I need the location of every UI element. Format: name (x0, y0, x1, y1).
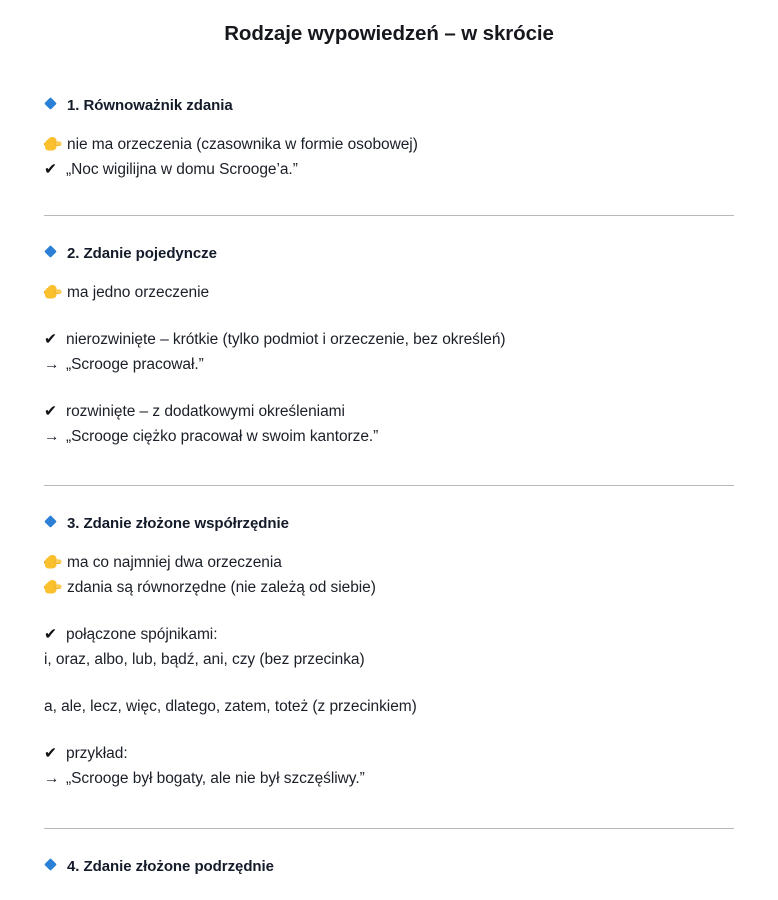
list-item-text: nierozwinięte – krótkie (tylko podmiot i orzeczenie, bez określeń) (66, 331, 506, 348)
section-3-block-4 (44, 741, 734, 791)
list-item-text: ma co najmniej dwa orzeczenia (67, 554, 282, 571)
section-4 (0, 857, 778, 877)
pointing-right-hand-icon (44, 136, 63, 152)
section-2-block-2 (44, 327, 734, 377)
list-item (44, 766, 734, 791)
list-item-text: połączone spójnikami: (66, 626, 218, 643)
section-3 (0, 514, 778, 791)
pointing-right-hand-icon (44, 579, 63, 595)
list-item (44, 647, 734, 672)
section-2-block-1 (44, 280, 734, 305)
blue-diamond-bullet-icon (44, 97, 57, 110)
check-icon: ✔ (44, 331, 57, 348)
arrow-icon: → (44, 356, 60, 373)
section-divider (44, 828, 734, 829)
check-icon: ✔ (44, 403, 57, 420)
section-3-heading (44, 514, 734, 534)
section-divider (44, 485, 734, 486)
check-icon: ✔ (44, 161, 57, 178)
section-4-heading (44, 857, 734, 877)
list-item (44, 399, 734, 424)
pointing-right-hand-icon (44, 554, 63, 570)
conjunctions-with-comma: a, ale, lecz, więc, dlatego, zatem, toteż (z przecinkiem) (44, 698, 417, 715)
list-item (44, 157, 734, 182)
section-1-heading (44, 96, 734, 116)
section-3-block-1 (44, 550, 734, 600)
section-3-block-2 (44, 622, 734, 672)
section-3-heading-label: 3. Zdanie złożone współrzędnie (67, 515, 289, 532)
page-title: Rodzaje wypowiedzeń – w skrócie (224, 22, 554, 45)
list-item (44, 280, 734, 305)
list-item-text: „Scrooge był bogaty, ale nie był szczęśliwy.” (66, 770, 365, 787)
list-item (44, 352, 734, 377)
list-item (44, 741, 734, 766)
list-item (44, 327, 734, 352)
blue-diamond-bullet-icon (44, 858, 57, 871)
list-item (44, 622, 734, 647)
section-2-block-3 (44, 399, 734, 449)
section-2-heading-label: 2. Zdanie pojedyncze (67, 245, 217, 262)
list-item (44, 575, 734, 600)
section-2 (0, 244, 778, 449)
list-item-text: zdania są równorzędne (nie zależą od siebie) (67, 579, 376, 596)
section-3-block-3 (44, 694, 734, 719)
blue-diamond-bullet-icon (44, 245, 57, 258)
list-item-text: „Scrooge ciężko pracował w swoim kantorze.” (66, 428, 379, 445)
conjunctions-no-comma: i, oraz, albo, lub, bądź, ani, czy (bez przecinka) (44, 651, 365, 668)
section-1 (0, 96, 778, 182)
list-item (44, 132, 734, 157)
section-4-heading-label: 4. Zdanie złożone podrzędnie (67, 858, 274, 875)
list-item-text: ma jedno orzeczenie (67, 284, 210, 301)
section-1-block-1 (44, 132, 734, 182)
list-item (44, 550, 734, 575)
list-item-text: przykład: (66, 745, 128, 762)
list-item (44, 694, 734, 719)
arrow-icon: → (44, 770, 60, 787)
list-item-text: nie ma orzeczenia (czasownika w formie osobowej) (67, 136, 418, 153)
arrow-icon: → (44, 428, 60, 445)
section-divider (44, 215, 734, 216)
section-1-heading-label: 1. Równoważnik zdania (67, 97, 233, 114)
pointing-right-hand-icon (44, 284, 63, 300)
section-2-heading (44, 244, 734, 264)
check-icon: ✔ (44, 745, 57, 762)
check-icon: ✔ (44, 626, 57, 643)
list-item-text: „Scrooge pracował.” (66, 356, 204, 373)
list-item-text: rozwinięte – z dodatkowymi określeniami (66, 403, 345, 420)
list-item (44, 424, 734, 449)
list-item-text: „Noc wigilijna w domu Scrooge’a.” (66, 161, 298, 178)
blue-diamond-bullet-icon (44, 515, 57, 528)
